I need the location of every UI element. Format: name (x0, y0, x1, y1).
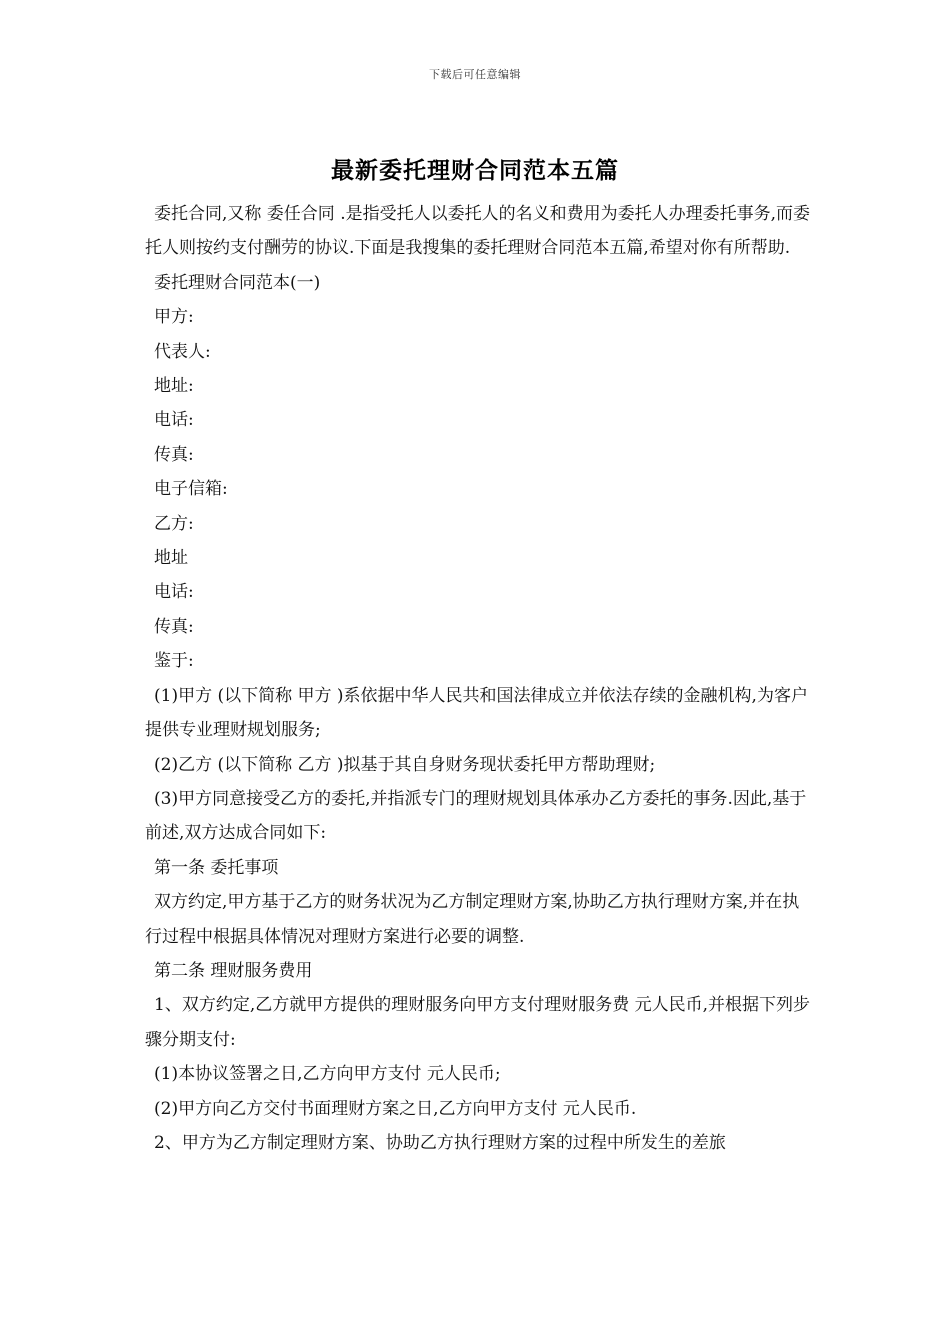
paragraph: (1)本协议签署之日,乙方向甲方支付 元人民币; (154, 1064, 501, 1085)
paragraph: (2)乙方 (以下简称 乙方 )拟基于其自身财务现状委托甲方帮助理财; (154, 754, 656, 775)
paragraph: 1、双方约定,乙方就甲方提供的理财服务向甲方支付理财服务费 元人民币,并根据下列步骤分期支付: (145, 995, 811, 1050)
paragraph: (2)甲方向乙方交付书面理财方案之日,乙方向甲方支付 元人民币. (154, 1098, 637, 1119)
paragraph: 乙方: (154, 513, 194, 534)
paragraph: 2、甲方为乙方制定理财方案、协助乙方执行理财方案的过程中所发生的差旅 (154, 1132, 726, 1153)
paragraph: 代表人: (154, 341, 211, 362)
paragraph: 电话: (154, 410, 194, 431)
paragraph: (1)甲方 (以下简称 甲方 )系依据中华人民共和国法律成立并依法存续的金融机构,为客户提供专业理财规划服务; (145, 685, 808, 741)
paragraph: 电子信箱: (154, 479, 228, 500)
paragraph: 委托合同,又称 委任合同 .是指受托人以委托人的名义和费用为委托人办理委托事务,而委托人则按约支付酬劳的协议.下面是我搜集的委托理财合同范本五篇,希望对你有所帮助. (145, 204, 811, 259)
paragraph: 双方约定,甲方基于乙方的财务状况为乙方制定理财方案,协助乙方执行理财方案,并在执行过程中根据具体情况对理财方案进行必要的调整. (145, 892, 800, 947)
paragraph: 地址 (154, 548, 188, 569)
header-note: 下载后可任意编辑 (429, 68, 521, 81)
paragraph: 鉴于: (154, 651, 194, 672)
paragraph: 电话: (154, 582, 194, 603)
paragraph: 传真: (154, 616, 194, 637)
paragraph: 委托理财合同范本(一) (154, 272, 321, 293)
paragraph: 甲方: (154, 307, 194, 328)
paragraph: 地址: (154, 376, 194, 397)
paragraph: (3)甲方同意接受乙方的委托,并指派专门的理财规划具体承办乙方委托的事务.因此,基于前述,双方达成合同如下: (145, 788, 807, 844)
paragraph: 传真: (154, 444, 194, 465)
paragraph: 第一条 委托事项 (154, 857, 279, 878)
paragraph: 第二条 理财服务费用 (154, 960, 313, 981)
document-title: 最新委托理财合同范本五篇 (331, 157, 619, 184)
document-body (145, 197, 813, 1160)
